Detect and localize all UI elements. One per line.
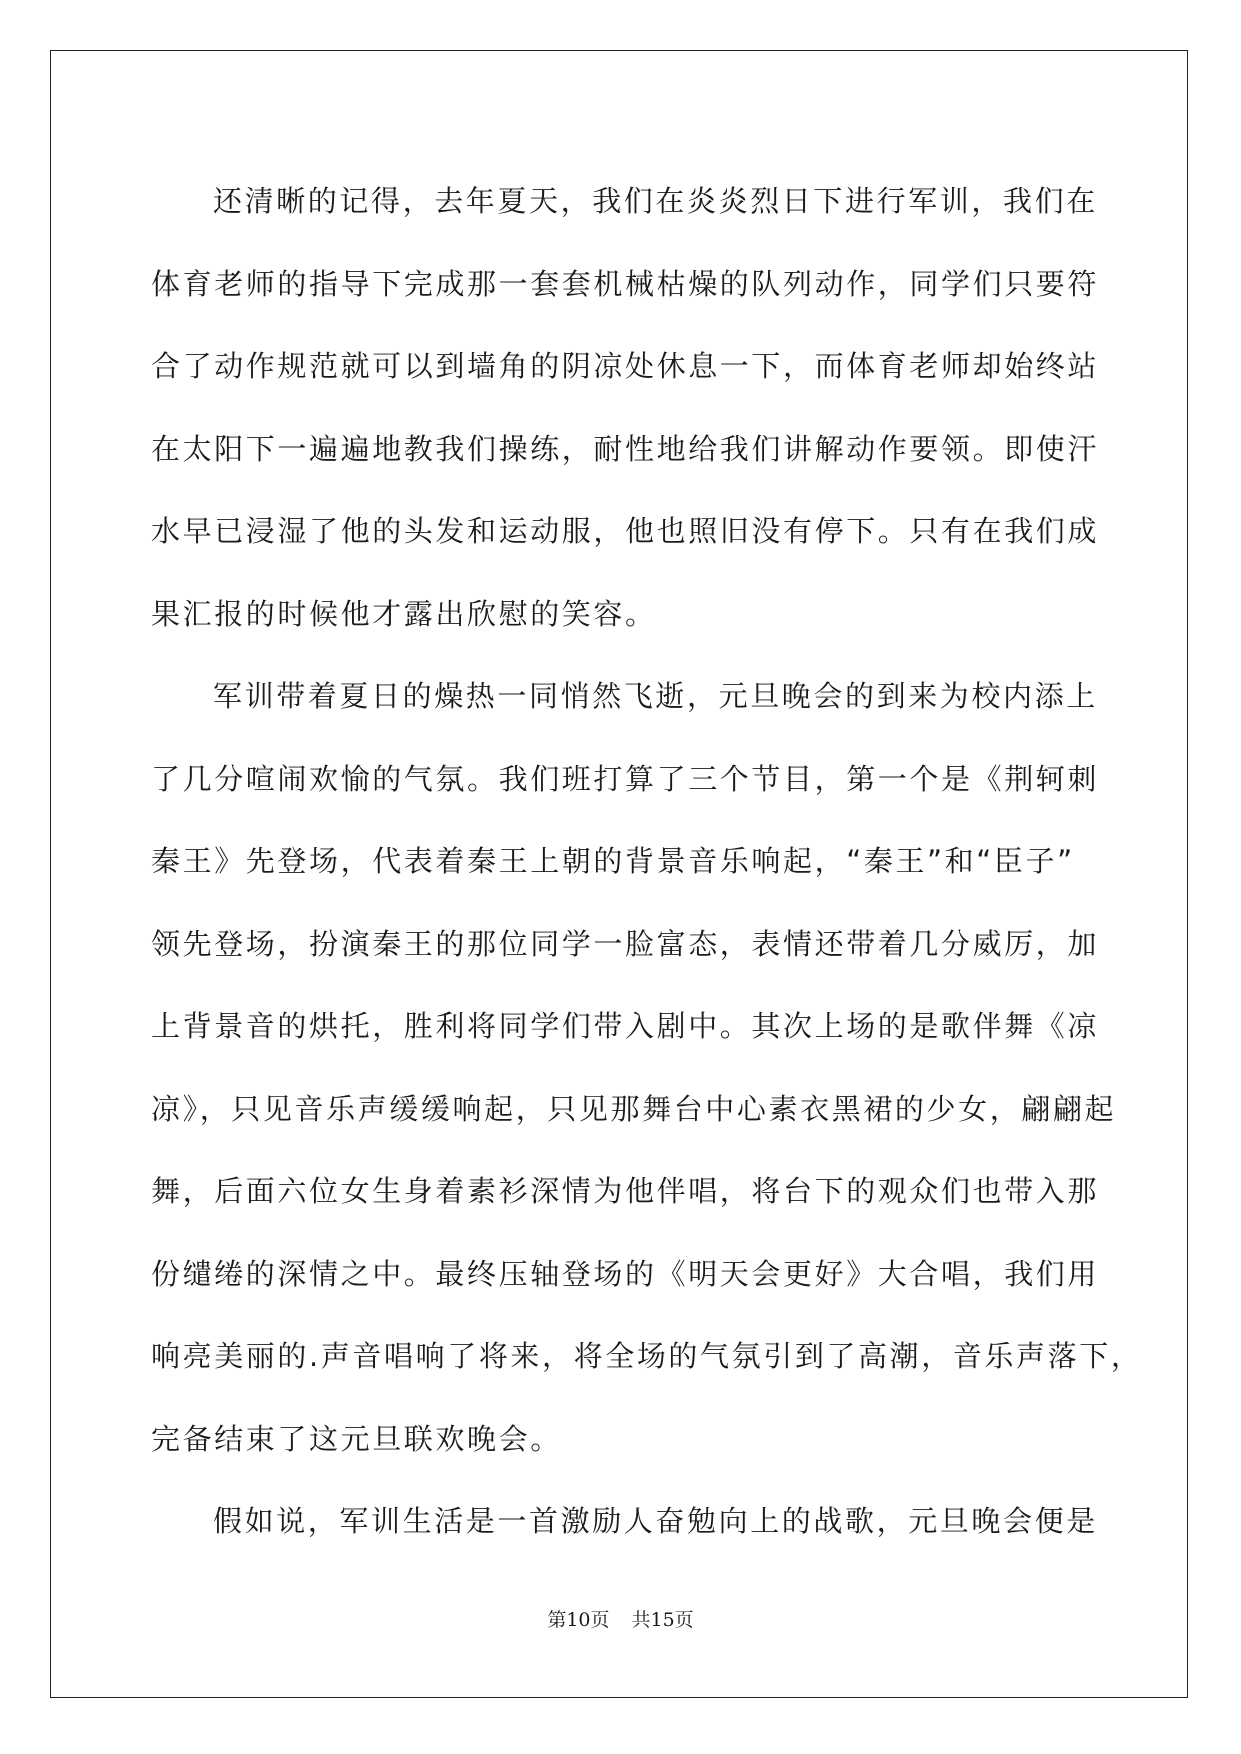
paragraph-2-line-10: 完备结束了这元旦联欢晚会。 [151, 1421, 562, 1456]
paragraph-2-line-3: 秦王》先登场，代表着秦王上朝的背景音乐响起，“秦王”和“臣子” [151, 844, 1075, 878]
paragraph-2-line-1: 军训带着夏日的燥热一同悄然飞逝，元旦晚会的到来为校内添上 [213, 679, 1098, 713]
paragraph-2-line-2: 了几分喧闹欢愉的气氛。我们班打算了三个节目，第一个是《荆轲刺 [151, 761, 1100, 796]
paragraph-2-line-7: 舞，后面六位女生身着素衫深情为他伴唱，将台下的观众们也带入那 [151, 1174, 1100, 1208]
paragraph-2-line-4: 领先登场，扮演秦王的那位同学一脸富态，表情还带着几分威厉，加 [151, 926, 1100, 961]
paragraph-1-line-1: 还清晰的记得，去年夏天，我们在炎炎烈日下进行军训，我们在 [213, 184, 1098, 218]
paragraph-1-line-3: 合了动作规范就可以到墙角的阴凉处休息一下，而体育老师却始终站 [151, 349, 1100, 383]
document-body [151, 160, 1143, 1563]
paragraph-2-line-9: 响亮美丽的.声音唱响了将来，将全场的气氛引到了高潮，音乐声落下， [151, 1339, 1143, 1373]
paragraph-2-line-6: 凉》，只见音乐声缓缓响起，只见那舞台中心素衣黑裙的少女，翩翩起 [151, 1091, 1117, 1126]
page-number-total: 共15页 [631, 1609, 694, 1631]
paragraph-1-line-2: 体育老师的指导下完成那一套套机械枯燥的队列动作，同学们只要符 [151, 266, 1100, 301]
paragraph-2-line-8: 份缱绻的深情之中。最终压轴登场的《明天会更好》大合唱，我们用 [151, 1256, 1100, 1291]
paragraph-1-line-4: 在太阳下一遍遍地教我们操练，耐性地给我们讲解动作要领。即使汗 [151, 431, 1100, 466]
paragraph-3-line-1: 假如说，军训生活是一首激励人奋勉向上的战歌，元旦晚会便是 [213, 1504, 1098, 1538]
page-number-current: 第10页 [547, 1609, 610, 1631]
page-footer [0, 1605, 1241, 1632]
paragraph-1-line-5: 水早已浸湿了他的头发和运动服，他也照旧没有停下。只有在我们成 [151, 514, 1100, 548]
paragraph-2-line-5: 上背景音的烘托，胜利将同学们带入剧中。其次上场的是歌伴舞《凉 [151, 1009, 1100, 1043]
paragraph-1-line-6: 果汇报的时候他才露出欣慰的笑容。 [151, 596, 657, 631]
